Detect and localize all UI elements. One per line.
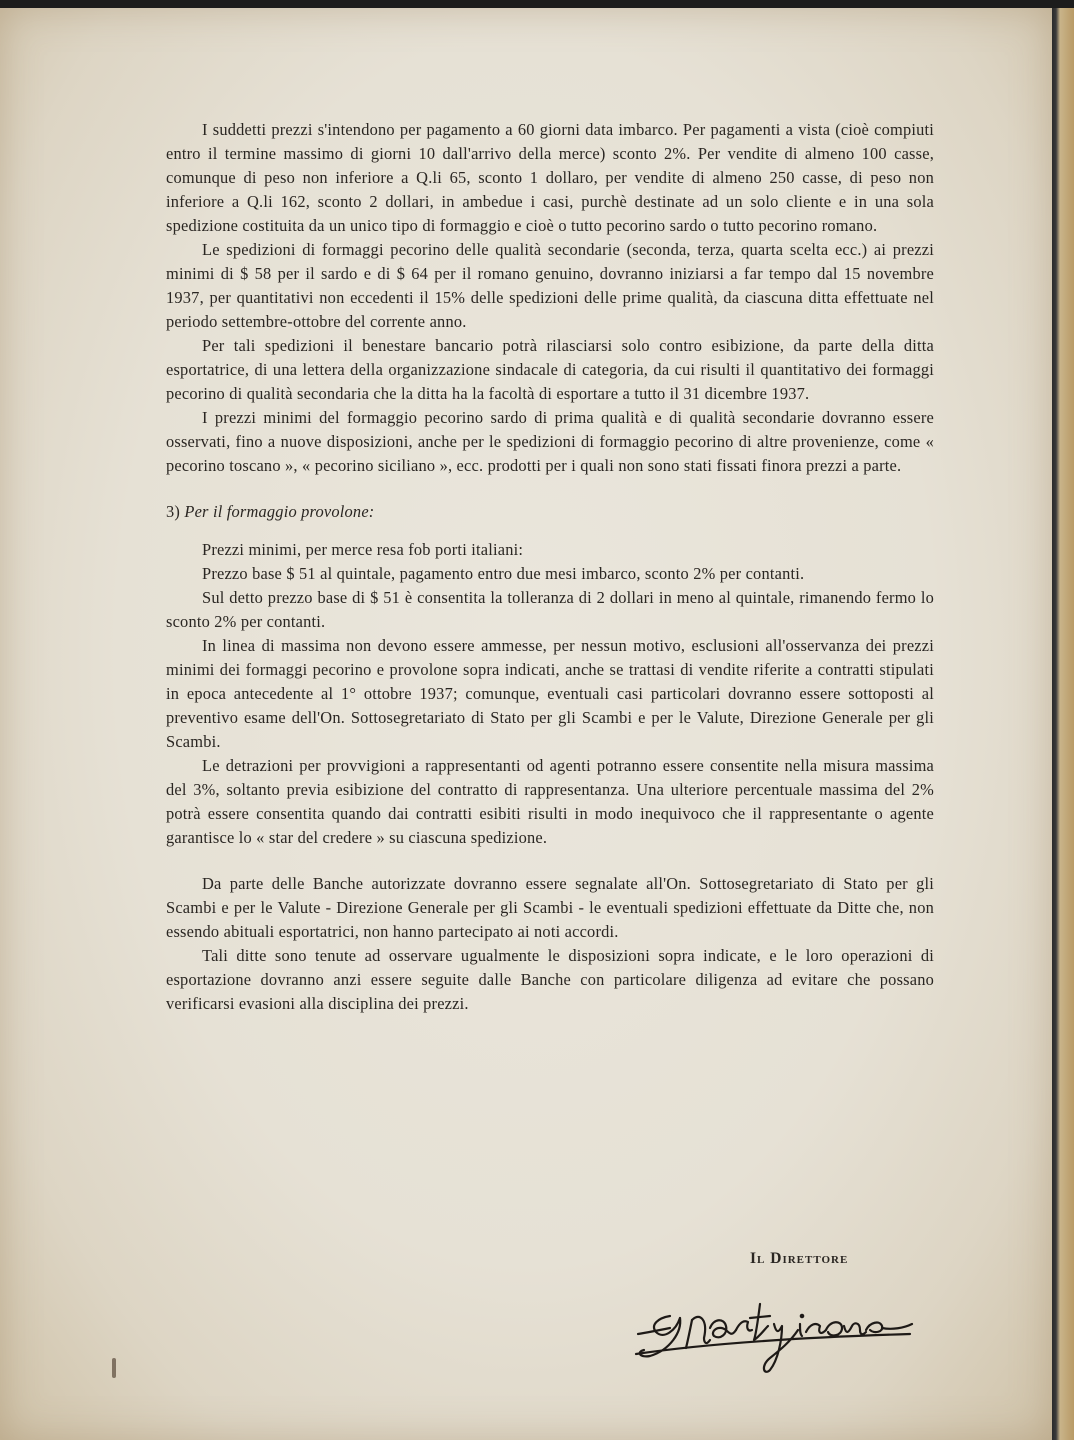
section-title: Per il formaggio provolone:: [184, 502, 375, 521]
handwritten-signature: [630, 1280, 920, 1380]
paragraph: Tali ditte sono tenute ad osservare ugualmente le disposizioni sopra indicate, e le loro operazioni di esportazione dovranno anzi essere seguite dalle Banche con particolare diligenza ad evitare che possano verificarsi evasioni alla disciplina dei prezzi.: [166, 946, 934, 1013]
paragraph: I prezzi minimi del formaggio pecorino sardo di prima qualità e di qualità secondarie dovranno essere osservati, fino a nuove disposizioni, anche per le spedizioni di formaggio pecorino di altre provenienze, come « pecorino toscano », « pecorino siciliano », ecc. prodotti per i quali non sono stati fissati finora prezzi a parte.: [166, 408, 934, 475]
paragraph: In linea di massima non devono essere ammesse, per nessun motivo, esclusioni all'osservanza dei prezzi minimi dei formaggi pecorino e provolone sopra indicati, anche se trattasi di vendite riferite a contratti stipulati in epoca antecedente al 1° ottobre 1937; comunque, eventuali casi particolari dovranno essere sottoposti al preventivo esame dell'On. Sottosegretariato di Stato per gli Scambi e per le Valute, Direzione Generale per gli Scambi.: [166, 636, 934, 751]
signatory-title: Il Direttore: [750, 1250, 849, 1267]
section-heading: [166, 500, 934, 524]
paragraph: Le detrazioni per provvigioni a rappresentanti od agenti potranno essere consentite nella misura massima del 3%, soltanto previa esibizione del contratto di rappresentanza. Una ulteriore percentuale massima del 2% potrà essere consentita quando dai contratti esibiti risulti in modo inequivoco che il rappresentante o agente garantisce lo « star del credere » su ciascuna spedizione.: [166, 756, 934, 847]
ink-blot: [112, 1358, 116, 1378]
section-number: 3): [166, 502, 181, 521]
document-body: [166, 118, 934, 1016]
paragraph: Le spedizioni di formaggi pecorino delle qualità secondarie (seconda, terza, quarta scelta ecc.) ai prezzi minimi di $ 58 per il sardo e di $ 64 per il romano genuino, dovranno iniziarsi a far tempo dal 15 novembre 1937, per quantitativi non eccedenti il 15% delle spedizioni delle prime qualità, da ciascuna ditta effettuate nel periodo settembre-ottobre del corrente anno.: [166, 240, 934, 331]
book-edge: [1052, 8, 1074, 1440]
paragraph: I suddetti prezzi s'intendono per pagamento a 60 giorni data imbarco. Per pagamenti a vista (cioè compiuti entro il termine massimo di giorni 10 dall'arrivo della merce) sconto 2%. Per vendite di almeno 100 casse, comunque di peso non inferiore a Q.li 65, sconto 1 dollaro, per vendite di almeno 250 casse, di peso non inferiore a Q.li 162, sconto 2 dollari, in ambedue i casi, purchè destinate ad un solo cliente e in una sola spedizione costituita da un unico tipo di formaggio e cioè o tutto pecorino sardo o tutto pecorino romano.: [166, 120, 934, 235]
paragraph: Prezzi minimi, per merce resa fob porti italiani:: [202, 540, 524, 559]
paragraph: Da parte delle Banche autorizzate dovranno essere segnalate all'On. Sottosegretariato di Stato per gli Scambi e per le Valute - Direzione Generale per gli Scambi - le eventuali spedizioni effettuate da Ditte che, non essendo abituali esportatrici, non hanno partecipato ai noti accordi.: [166, 874, 934, 941]
paragraph: Prezzo base $ 51 al quintale, pagamento entro due mesi imbarco, sconto 2% per contanti.: [202, 564, 805, 583]
paragraph: Sul detto prezzo base di $ 51 è consentita la tolleranza di 2 dollari in meno al quintale, rimanendo fermo lo sconto 2% per contanti.: [166, 588, 934, 631]
paragraph: Per tali spedizioni il benestare bancario potrà rilasciarsi solo contro esibizione, da parte della ditta esportatrice, di una lettera della organizzazione sindacale di categoria, da cui risulti il quantitativo dei formaggi pecorino di qualità secondaria che la ditta ha la facoltà di esportare a tutto il 31 dicembre 1937.: [166, 336, 934, 403]
